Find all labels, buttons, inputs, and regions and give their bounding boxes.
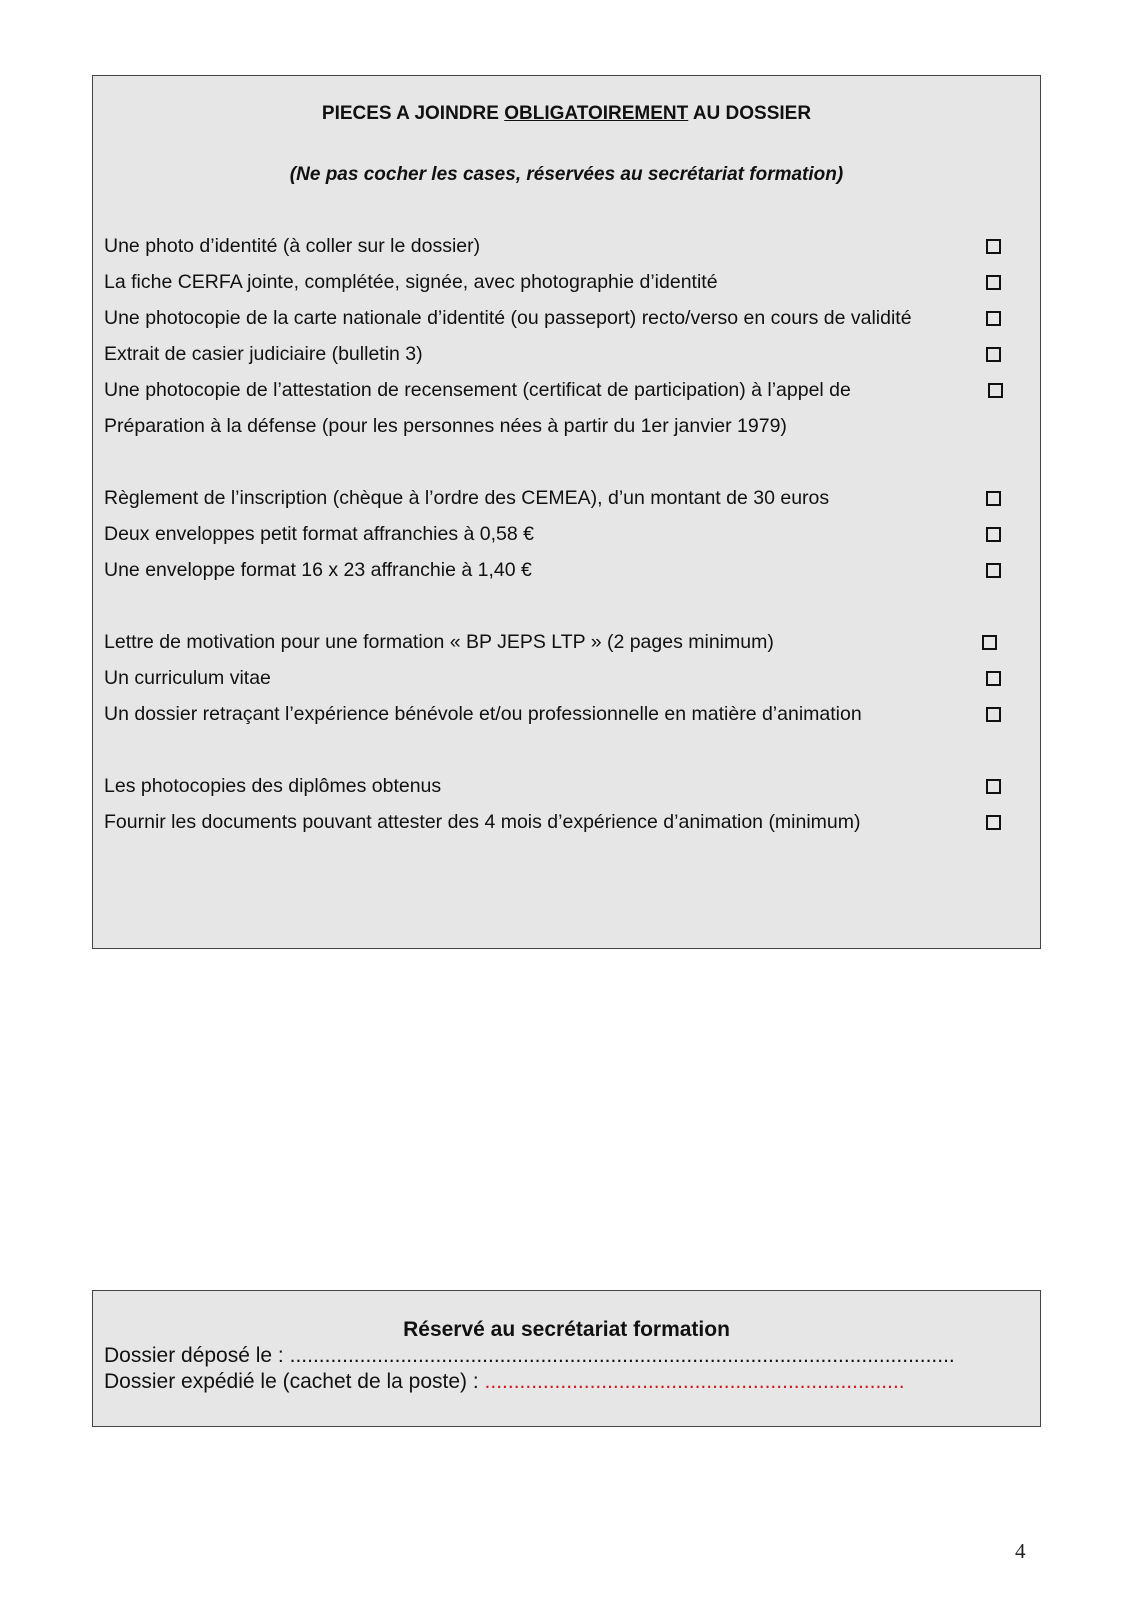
- checkbox-icon[interactable]: [986, 707, 1001, 722]
- page-number: 4: [1015, 1539, 1026, 1563]
- checklist-item: Un curriculum vitae: [104, 667, 271, 689]
- deposit-date-label: Dossier déposé le :: [104, 1344, 290, 1367]
- sent-date-field[interactable]: ........................................................................: [484, 1370, 905, 1393]
- checkbox-icon[interactable]: [986, 527, 1001, 542]
- checkbox-icon[interactable]: [986, 239, 1001, 254]
- checklist-item: Les photocopies des diplômes obtenus: [104, 775, 442, 797]
- checkbox-icon[interactable]: [986, 815, 1001, 830]
- checklist-item: Une enveloppe format 16 x 23 affranchie à 1,40 €: [104, 559, 532, 581]
- checklist-item: Une photo d’identité (à coller sur le dossier): [104, 235, 481, 257]
- checkbox-icon[interactable]: [986, 347, 1001, 362]
- checklist-item: Deux enveloppes petit format affranchies à 0,58 €: [104, 523, 534, 545]
- checkbox-icon[interactable]: [986, 671, 1001, 686]
- checkbox-icon[interactable]: [986, 311, 1001, 326]
- checklist-item: Une photocopie de l’attestation de recensement (certificat de participation) à l’appel de: [104, 379, 851, 401]
- checkbox-icon[interactable]: [986, 491, 1001, 506]
- checklist-subtitle: (Ne pas cocher les cases, réservées au secrétariat formation): [289, 164, 844, 185]
- deposit-date-line: [104, 1343, 955, 1369]
- checklist-item: La fiche CERFA jointe, complétée, signée, avec photographie d’identité: [104, 271, 718, 293]
- checklist-item: Extrait de casier judiciaire (bulletin 3): [104, 343, 423, 365]
- secretariat-box: [92, 1290, 1041, 1427]
- checklist-item: Une photocopie de la carte nationale d’identité (ou passeport) recto/verso en cours de validité: [104, 307, 912, 329]
- checklist-title-emphasis: OBLIGATOIREMENT: [504, 103, 689, 124]
- secretariat-title: Réservé au secrétariat formation: [403, 1318, 730, 1341]
- checklist-title: PIECES A JOINDRE OBLIGATOIREMENT AU DOSSIER: [321, 103, 812, 124]
- checkbox-icon[interactable]: [982, 635, 997, 650]
- checklist-item-continued: Préparation à la défense (pour les personnes nées à partir du 1er janvier 1979): [104, 415, 787, 437]
- deposit-date-field[interactable]: ..................................................................................................................: [289, 1344, 955, 1367]
- checklist-item: Règlement de l’inscription (chèque à l’ordre des CEMEA), d’un montant de 30 euros: [104, 487, 830, 509]
- checkbox-icon[interactable]: [986, 563, 1001, 578]
- sent-date-label: Dossier expédié le (cachet de la poste) :: [104, 1370, 485, 1393]
- checklist-item: Un dossier retraçant l’expérience bénévole et/ou professionnelle en matière d’animation: [104, 703, 862, 725]
- sent-date-line: [104, 1369, 905, 1395]
- required-documents-box: [92, 75, 1041, 949]
- checkbox-icon[interactable]: [988, 383, 1003, 398]
- checklist-item: Lettre de motivation pour une formation « BP JEPS LTP » (2 pages minimum): [104, 631, 774, 653]
- checklist-item: Fournir les documents pouvant attester des 4 mois d’expérience d’animation (minimum): [104, 811, 861, 833]
- checkbox-icon[interactable]: [986, 779, 1001, 794]
- checkbox-icon[interactable]: [986, 275, 1001, 290]
